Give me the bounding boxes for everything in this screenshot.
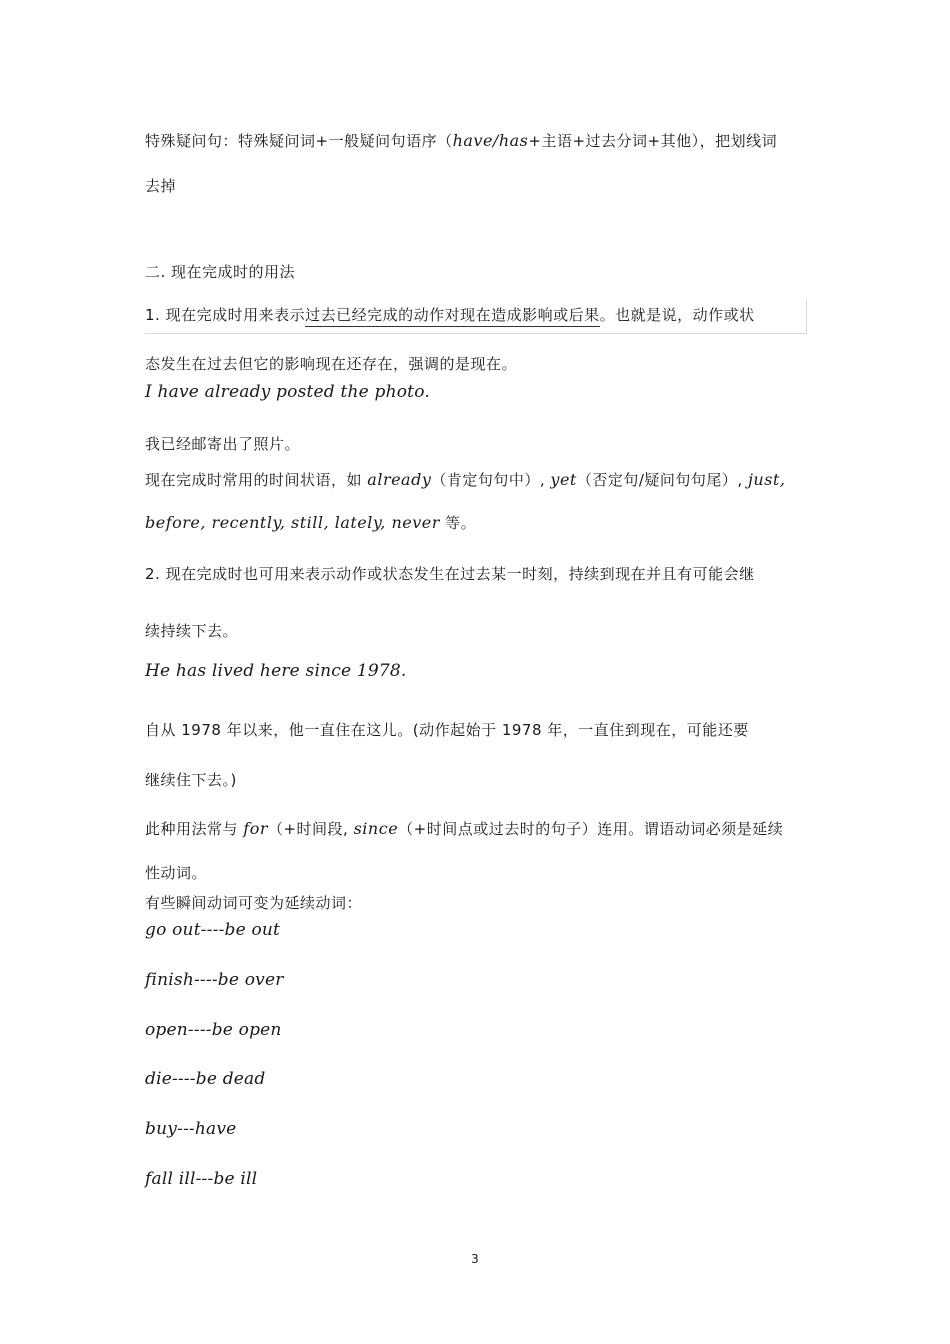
- interrogative-rule-line: [145, 130, 777, 151]
- text-segment: 特殊疑问句：特殊疑问词+一般疑问句语序（: [145, 132, 453, 150]
- text-segment: （否定句/疑问句句尾）,: [576, 471, 748, 489]
- translation-line: 自从 1978 年以来，他一直住在这儿。(动作起始于 1978 年，一直住到现在，可能还要: [145, 721, 749, 739]
- text-segment: 等。: [439, 514, 477, 532]
- verb-pair-item: die----be dead: [145, 1069, 266, 1089]
- translation-line: 我已经邮寄出了照片。: [145, 435, 301, 453]
- usage-1-line: [145, 304, 755, 325]
- text-segment: 此种用法常与: [145, 820, 244, 838]
- example-sentence: He has lived here since 1978.: [145, 661, 407, 681]
- text-segment: already: [367, 470, 432, 489]
- underlined-phrase: 过去已经完成的动作对现在造成影响或后果: [305, 306, 600, 327]
- verb-pair-item: go out----be out: [145, 920, 281, 940]
- text-segment: for: [243, 819, 268, 838]
- text-segment: （+时间段,: [267, 820, 354, 838]
- text-segment: just,: [747, 470, 786, 489]
- for-since-line: [145, 818, 783, 839]
- text-segment: +主语+过去分词+其他），把划线词: [528, 132, 778, 150]
- text-segment: （肯定句句中）,: [431, 471, 551, 489]
- page-number: 3: [471, 1252, 479, 1266]
- text-segment: 现在完成时常用的时间状语，如: [145, 471, 368, 489]
- verb-pair-item: open----be open: [145, 1020, 282, 1040]
- verb-pair-item: finish----be over: [145, 970, 284, 990]
- example-sentence: I have already posted the photo.: [145, 382, 430, 402]
- divider: [145, 333, 807, 334]
- text-segment: since: [353, 819, 399, 838]
- translation-line: 继续住下去。): [145, 771, 237, 789]
- time-adverbials-line: [145, 512, 476, 533]
- paragraph-line: 态发生在过去但它的影响现在还存在，强调的是现在。: [145, 355, 518, 373]
- divider: [806, 300, 807, 333]
- text-segment: before, recently, still, lately, never: [145, 513, 440, 532]
- verb-pair-item: buy---have: [145, 1119, 237, 1139]
- text-segment: yet: [550, 470, 577, 489]
- paragraph-line: 去掉: [145, 177, 177, 195]
- paragraph-line: 性动词。: [145, 864, 208, 882]
- time-adverbials-line: [145, 469, 785, 490]
- text-segment: （+时间点或过去时的句子）连用。谓语动词必须是延续: [398, 820, 784, 838]
- text-segment: 。也就是说，动作或状: [599, 306, 755, 324]
- verb-pair-item: fall ill---be ill: [145, 1169, 258, 1189]
- section-heading: 二. 现在完成时的用法: [145, 263, 296, 281]
- text-segment: have/has: [452, 131, 529, 150]
- usage-2-line: 2. 现在完成时也可用来表示动作或状态发生在过去某一时刻，持续到现在并且有可能会继: [145, 565, 755, 583]
- paragraph-line: 有些瞬间动词可变为延续动词：: [145, 894, 363, 912]
- paragraph-line: 续持续下去。: [145, 622, 239, 640]
- text-segment: 1. 现在完成时用来表示: [145, 306, 306, 324]
